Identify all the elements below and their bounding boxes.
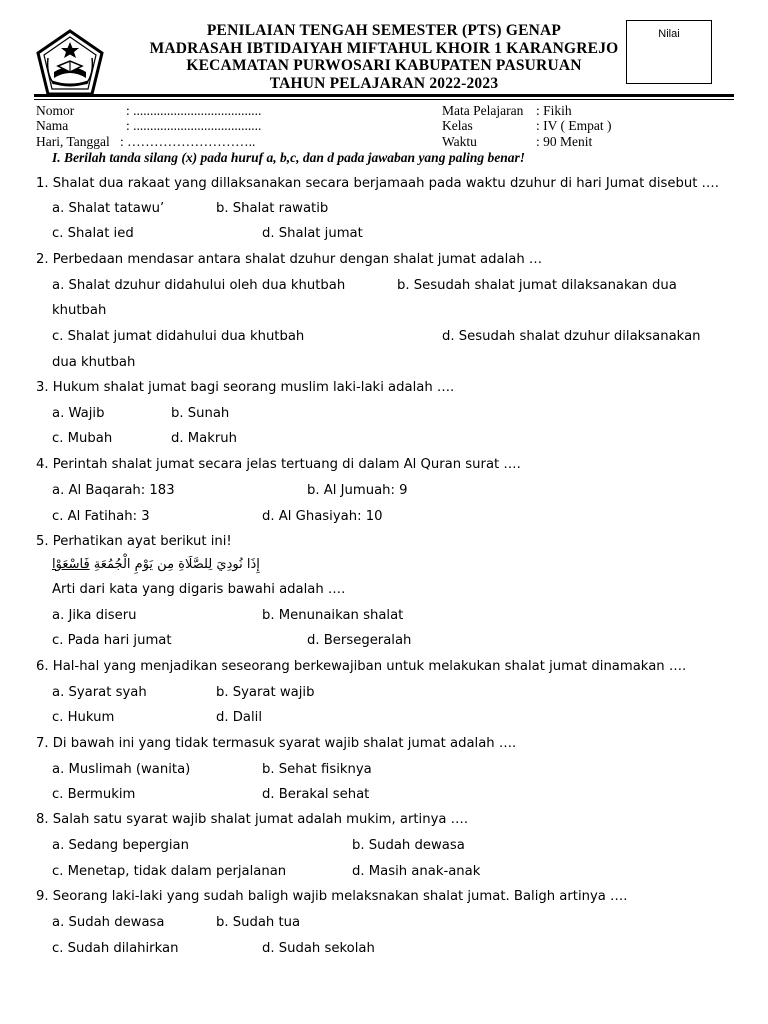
question-5: 5. Perhatikan ayat berikut ini! [36, 534, 232, 549]
q5-option-b[interactable]: b. Menunaikan shalat [262, 608, 404, 623]
q5-subquestion: Arti dari kata yang digaris bawahi adalah …. [52, 582, 346, 597]
q9-option-d[interactable]: d. Sudah sekolah [262, 941, 375, 956]
q7-option-c[interactable]: c. Bermukim [52, 787, 136, 802]
q3-option-b[interactable]: b. Sunah [171, 406, 230, 421]
q8-option-b[interactable]: b. Sudah dewasa [352, 838, 465, 853]
q4-option-d[interactable]: d. Al Ghasiyah: 10 [262, 509, 383, 524]
header-line-4: TAHUN PELAJARAN 2022-2023 [269, 74, 499, 92]
question-3: 3. Hukum shalat jumat bagi seorang muslim laki-laki adalah …. [36, 380, 455, 395]
q4-option-a[interactable]: a. Al Baqarah: 183 [52, 483, 175, 498]
question-6: 6. Hal-hal yang menjadikan seseorang berkewajiban untuk melakukan shalat jumat dinamakan …. [36, 659, 687, 674]
q3-option-d[interactable]: d. Makruh [171, 431, 237, 446]
arabic-verse-main: إِذَا نُودِيَ لِلصَّلَاةِ مِن يَوْمِ الْجُمُعَةِ [89, 557, 260, 572]
arabic-verse-underlined: فَاسْعَوْا [52, 557, 90, 572]
question-4: 4. Perintah shalat jumat secara jelas tertuang di dalam Al Quran surat …. [36, 457, 521, 472]
q1-option-d[interactable]: d. Shalat jumat [262, 226, 363, 241]
q7-option-a[interactable]: a. Muslimah (wanita) [52, 762, 191, 777]
q2-option-d[interactable]: d. Sesudah shalat dzuhur dilaksanakan [442, 329, 701, 344]
nama-label: Nama [36, 118, 69, 133]
q5-option-c[interactable]: c. Pada hari jumat [52, 633, 172, 648]
q3-option-a[interactable]: a. Wajib [52, 406, 105, 421]
q8-option-c[interactable]: c. Menetap, tidak dalam perjalanan [52, 864, 287, 879]
hari-field[interactable]: : ……………………….. [120, 134, 256, 149]
q8-option-a[interactable]: a. Sedang bepergian [52, 838, 189, 853]
q6-option-c[interactable]: c. Hukum [52, 710, 115, 725]
question-1: 1. Shalat dua rakaat yang dillaksanakan secara berjamaah pada waktu dzuhur di hari Jumat disebut …. [36, 176, 719, 191]
q9-option-b[interactable]: b. Sudah tua [216, 915, 301, 930]
hari-label: Hari, Tanggal [36, 134, 110, 149]
q8-option-d[interactable]: d. Masih anak-anak [352, 864, 481, 879]
q6-option-b[interactable]: b. Syarat wajib [216, 685, 315, 700]
q7-option-b[interactable]: b. Sehat fisiknya [262, 762, 372, 777]
header-divider-thin [34, 99, 734, 100]
q9-option-a[interactable]: a. Sudah dewasa [52, 915, 165, 930]
score-box[interactable] [626, 20, 712, 84]
arabic-verse [52, 557, 260, 572]
q9-option-c[interactable]: c. Sudah dilahirkan [52, 941, 179, 956]
nomor-field[interactable]: : ...................................... [126, 103, 262, 118]
kelas-value: : IV ( Empat ) [536, 118, 612, 133]
q6-option-d[interactable]: d. Dalil [216, 710, 262, 725]
q5-option-a[interactable]: a. Jika diseru [52, 608, 137, 623]
header-line-3: KECAMATAN PURWOSARI KABUPATEN PASURUAN [186, 57, 582, 74]
q3-option-c[interactable]: c. Mubah [52, 431, 113, 446]
waktu-label: Waktu [442, 134, 477, 149]
score-label: Nilai [658, 28, 680, 40]
nomor-label: Nomor [36, 103, 75, 118]
q2-option-c[interactable]: c. Shalat jumat didahului dua khutbah [52, 329, 305, 344]
mapel-value: : Fikih [536, 103, 572, 118]
mapel-label: Mata Pelajaran [442, 103, 524, 118]
question-2: 2. Perbedaan mendasar antara shalat dzuhur dengan shalat jumat adalah … [36, 252, 543, 267]
instruction-text: I. Berilah tanda silang (x) pada huruf a, b,c, dan d pada jawaban yang paling benar! [52, 150, 525, 165]
q1-option-c[interactable]: c. Shalat ied [52, 226, 134, 241]
q4-option-c[interactable]: c. Al Fatihah: 3 [52, 509, 150, 524]
q2-option-a[interactable]: a. Shalat dzuhur didahului oleh dua khutbah [52, 278, 346, 293]
question-9: 9. Seorang laki-laki yang sudah baligh wajib melaksnakan shalat jumat. Baligh artinya …. [36, 889, 628, 904]
q2-option-b-continued: khutbah [52, 303, 107, 318]
q4-option-b[interactable]: b. Al Jumuah: 9 [307, 483, 408, 498]
header-line-2: MADRASAH IBTIDAIYAH MIFTAHUL KHOIR 1 KARANGREJO [149, 39, 619, 57]
kelas-label: Kelas [442, 118, 473, 133]
question-7: 7. Di bawah ini yang tidak termasuk syarat wajib shalat jumat adalah …. [36, 736, 517, 751]
q5-option-d[interactable]: d. Bersegeralah [307, 633, 412, 648]
q2-option-b[interactable]: b. Sesudah shalat jumat dilaksanakan dua [397, 278, 677, 293]
waktu-value: : 90 Menit [536, 134, 593, 149]
header-divider-thick [34, 94, 734, 97]
q1-option-a[interactable]: a. Shalat tatawu’ [52, 201, 165, 216]
q2-option-d-continued: dua khutbah [52, 355, 136, 370]
q7-option-d[interactable]: d. Berakal sehat [262, 787, 370, 802]
nama-field[interactable]: : ...................................... [126, 118, 262, 133]
question-8: 8. Salah satu syarat wajib shalat jumat adalah mukim, artinya …. [36, 812, 469, 827]
q1-option-b[interactable]: b. Shalat rawatib [216, 201, 329, 216]
q6-option-a[interactable]: a. Syarat syah [52, 685, 147, 700]
header-line-1: PENILAIAN TENGAH SEMESTER (PTS) GENAP [206, 22, 562, 39]
